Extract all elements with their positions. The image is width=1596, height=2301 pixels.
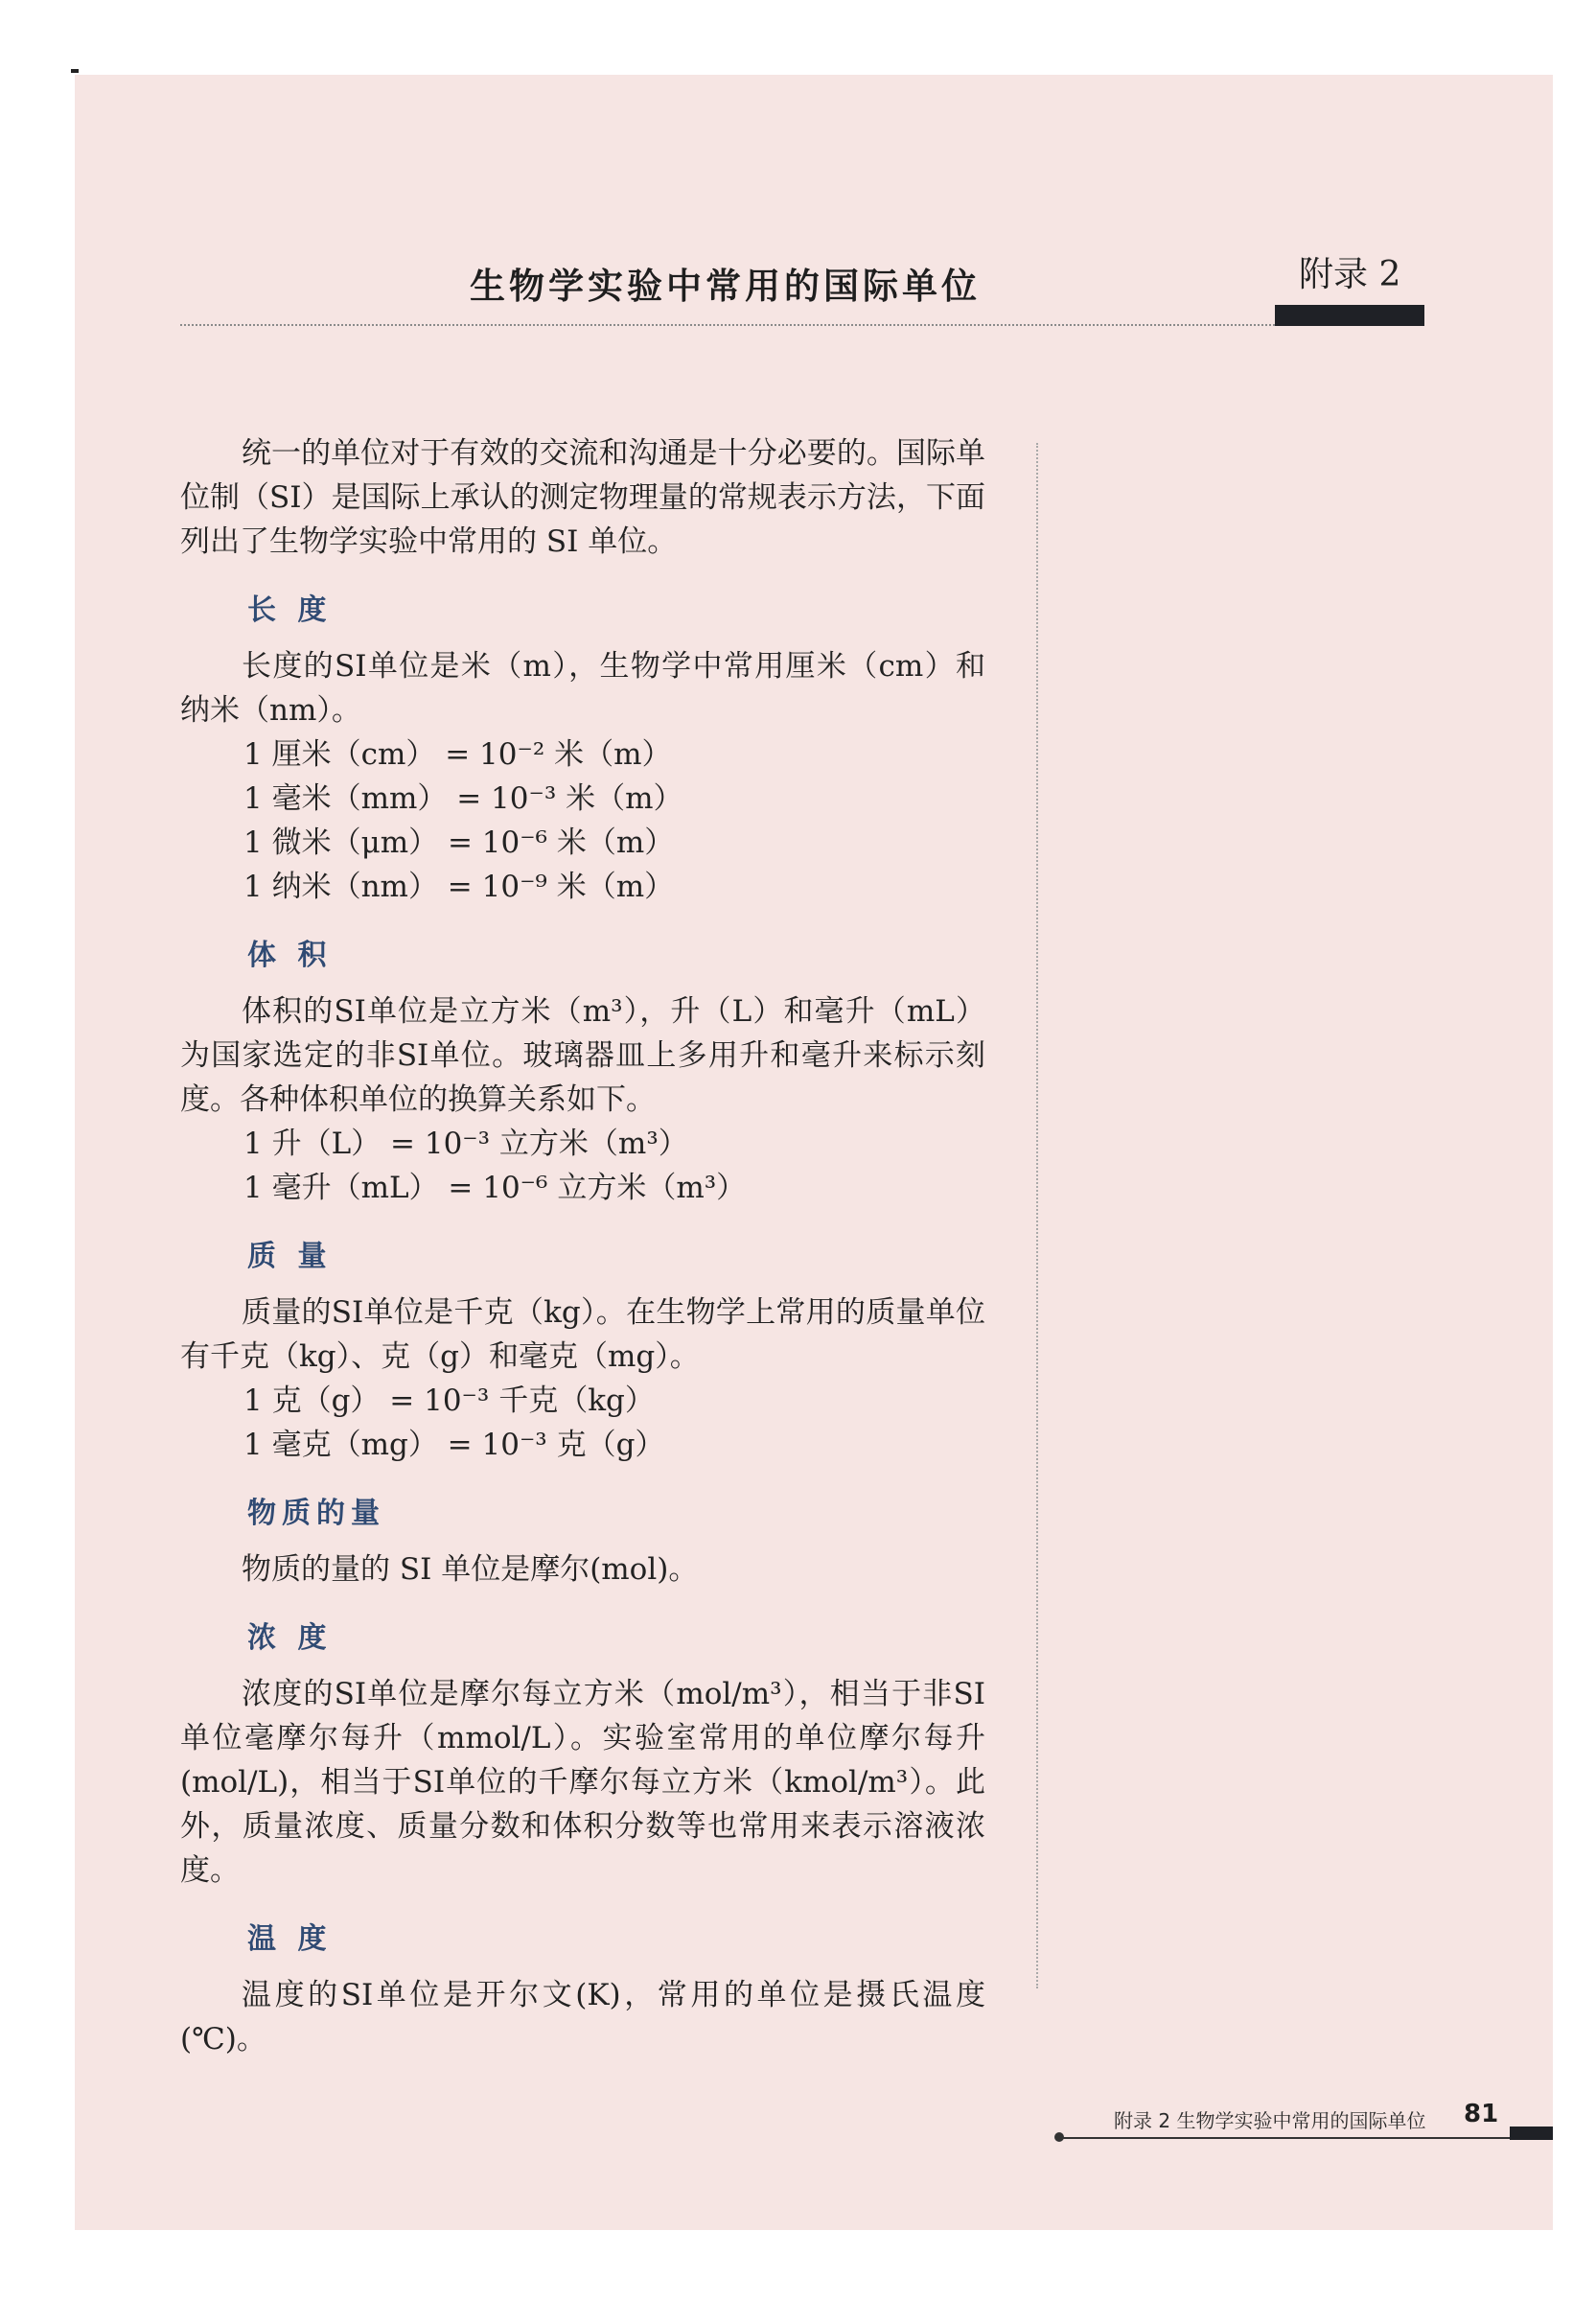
temperature-paragraph: 温度的SI单位是开尔文(K)，常用的单位是摄氏温度(℃)。 (180, 1978, 985, 2057)
section-heading-amount: 物质的量 (247, 1497, 385, 1530)
mass-formula-g: 1 克（g） = 10⁻³ 千克（kg） (243, 1383, 655, 1418)
footer-accent-bar (1510, 2127, 1553, 2140)
footer-rule (1062, 2137, 1553, 2139)
section-heading-volume: 体 积 (247, 939, 333, 972)
section-heading-concentration: 浓 度 (247, 1621, 333, 1655)
title-divider (180, 324, 1275, 326)
length-formula-nm: 1 纳米（nm） = 10⁻⁹ 米（m） (243, 870, 675, 904)
concentration-paragraph: 浓度的SI单位是摩尔每立方米（mol/m³），相当于非SI单位毫摩尔每升（mmol/L）。实验室常用的单位摩尔每升(mol/L)，相当于SI单位的千摩尔每立方米（kmol/m³）。此外，质量浓度、质量分数和体积分数等也常用来表示溶液浓度。 (180, 1677, 985, 1888)
page-number: 81 (1464, 2100, 1499, 2128)
section-heading-temperature: 温 度 (247, 1922, 333, 1956)
running-footer: 附录 2 生物学实验中常用的国际单位 (1114, 2109, 1426, 2132)
volume-paragraph: 体积的SI单位是立方米（m³），升（L）和毫升（mL）为国家选定的非SI单位。玻璃器皿上多用升和毫升来标示刻度。各种体积单位的换算关系如下。 (180, 994, 985, 1117)
length-formula-um: 1 微米（μm） = 10⁻⁶ 米（m） (243, 825, 675, 860)
appendix-label: 附录 2 (1299, 255, 1401, 294)
length-paragraph: 长度的SI单位是米（m），生物学中常用厘米（cm）和纳米（nm）。 (180, 649, 985, 728)
scan-corner-mark (71, 69, 79, 73)
column-divider (1036, 443, 1038, 1988)
section-heading-mass: 质 量 (247, 1240, 333, 1273)
volume-formula-l: 1 升（L） = 10⁻³ 立方米（m³） (243, 1127, 688, 1161)
main-text (180, 431, 985, 2061)
mass-formula-mg: 1 毫克（mg） = 10⁻³ 克（g） (243, 1428, 665, 1462)
length-formula-mm: 1 毫米（mm） = 10⁻³ 米（m） (243, 781, 683, 816)
mass-paragraph: 质量的SI单位是千克（kg）。在生物学上常用的质量单位有千克（kg）、克（g）和毫克（mg）。 (180, 1295, 985, 1374)
intro-paragraph: 统一的单位对于有效的交流和沟通是十分必要的。国际单位制（SI）是国际上承认的测定物理量的常规表示方法，下面列出了生物学实验中常用的 SI 单位。 (180, 436, 985, 559)
volume-formula-ml: 1 毫升（mL） = 10⁻⁶ 立方米（m³） (243, 1171, 747, 1205)
page-title: 生物学实验中常用的国际单位 (470, 266, 981, 307)
amount-paragraph: 物质的量的 SI 单位是摩尔(mol)。 (242, 1552, 699, 1587)
length-formula-cm: 1 厘米（cm） = 10⁻² 米（m） (243, 737, 672, 772)
title-accent-bar (1275, 305, 1424, 326)
section-heading-length: 长 度 (247, 593, 333, 627)
